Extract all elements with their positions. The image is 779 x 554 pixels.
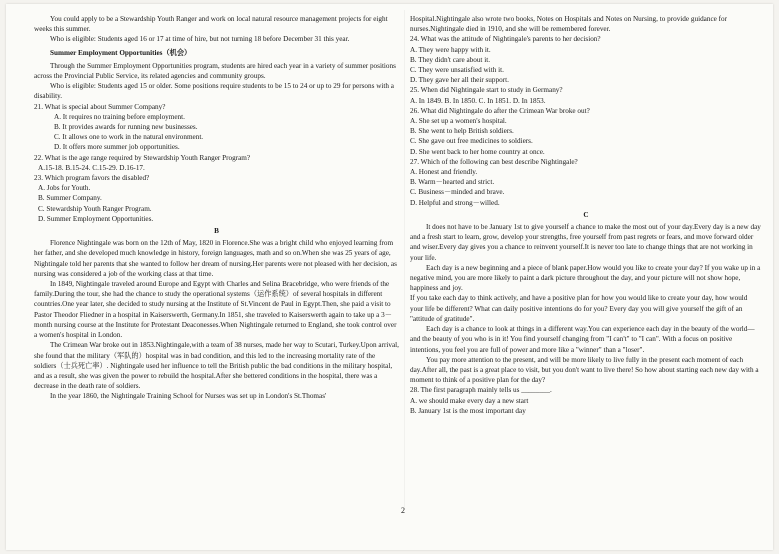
- q26-option-d: D. She went back to her home country at once.: [410, 147, 545, 156]
- passage-c-paragraph-3: If you take each day to think actively, and have a positive plan for how you would like to create your day, how would your life be different? What can daily positive intentions do for you? Every day you will give yourself the gift of an "attitude of gratitude".: [410, 294, 748, 323]
- summer-paragraph-2: Who is eligible: Students aged 15 or older. Some positions require students to be 15 to 24 or up to 29 for persons with a disability.: [34, 82, 394, 101]
- q21-option-a: A. It requires no training before employment.: [54, 112, 185, 121]
- question-24: 24. What was the attitude of Nightingale's parents to her decision?: [410, 35, 601, 44]
- page-number: 2: [401, 506, 405, 515]
- q21-option-d: D. It offers more summer job opportunities.: [54, 143, 180, 152]
- q23-option-d: D. Summer Employment Opportunities.: [38, 214, 154, 223]
- passage-c-paragraph-1: It does not have to be January 1st to give yourself a chance to make the most out of your day.Every day is a new day and a fresh start to learn, grow, develop your strengths, free yourself from past regrets or fears, and move forward older and wiser.Every day gives you a chance to reinvent yourself.It is never too late to change things that are not working in your life.: [410, 223, 761, 262]
- passage-c-paragraph-2: Each day is a new beginning and a piece of blank paper.How would you like to create your day? If you wake up in a negative mind, you are more likely to paint a dark picture throughout the day, and your picture will not show hope, happiness and joy.: [410, 263, 761, 293]
- q23-option-c: C. Stewardship Youth Ranger Program.: [38, 204, 152, 213]
- q28-option-a: A. we should make every day a new start: [410, 396, 529, 405]
- passage-c-paragraph-4: Each day is a chance to look at things in a different way.You can experience each day in the beauty of the world—and the beauty of you who is in it! You find yourself changing from "I can't" to "I can". With a focus on positive intentions, you feel you are full of power and more like a "winner" than a "loser".: [410, 325, 755, 354]
- passage-b-paragraph-1: Florence Nightingale was born on the 12th of May, 1820 in Florence.She was a bright child who enjoyed learning from her father, and she developed much knowledge in history, foreign languages, math and so on.When she was 25 years of age, Nightingale told her parents that she wanted to follow her dream of nursing.Her parents were not pleased with her decision, as nursing was considered a job of the working class at that time.: [34, 239, 397, 278]
- intro-line-2: Who is eligible: Students aged 16 or 17 at time of hire, but not turning 18 before December 31 this year.: [50, 35, 350, 44]
- question-21: 21. What is special about Summer Company?: [34, 102, 166, 111]
- section-b-title: B: [214, 227, 219, 236]
- column-divider: [404, 10, 405, 510]
- intro-line-1: You could apply to be a Stewardship Youth Ranger and work on local natural resource management projects for eight weeks this summer.: [34, 15, 388, 34]
- q27-option-b: B. Warm－hearted and strict.: [410, 178, 495, 187]
- q22-options: A.15-18. B.15-24. C.15-29. D.16-17.: [38, 163, 145, 172]
- q21-option-c: C. It allows one to work in the natural environment.: [54, 133, 204, 142]
- question-27: 27. Which of the following can best describe Nightingale?: [410, 157, 578, 166]
- exam-page: [6, 4, 773, 550]
- question-28: 28. The first paragraph mainly tells us ________.: [410, 386, 552, 395]
- question-25: 25. When did Nightingale start to study in Germany?: [410, 86, 563, 95]
- passage-b-paragraph-2: In 1849, Nightingale traveled around Europe and Egypt with Charles and Selina Bracebridge, who were friends of the family.During the tour, she had the chance to study the operational systems（运作系统）of several hospitals in different countries.One year later, she decided to study nursing at the Institute of St.Vincent de Paul in Egypt.Then, she paid a visit to Pastor Theodor Fliedner in a hospital in Kaiserswerth, Germany.In 1851, she traveled to Kaiserswerth again to take up a 3－month nursing course at the Institute for Protestant Deaconesses.When Nightingale returned to England, she took control over a women's hospital in London.: [34, 280, 397, 340]
- passage-b-paragraph-4: In the year 1860, the Nightingale Training School for Nurses was set up in London's St.Thomas': [50, 392, 327, 401]
- q28-option-b: B. January 1st is the most important day: [410, 406, 526, 415]
- q24-option-c: C. They were unsatisfied with it.: [410, 66, 504, 75]
- q27-option-d: D. Helpful and strong－willed.: [410, 198, 500, 207]
- q24-option-d: D. They gave her all their support.: [410, 76, 509, 85]
- summer-title: Summer Employment Opportunities（机会）: [50, 48, 192, 57]
- left-column: [34, 14, 399, 402]
- q21-option-b: B. It provides awards for running new businesses.: [54, 123, 198, 132]
- q24-option-b: B. They didn't care about it.: [410, 55, 491, 64]
- question-23: 23. Which program favors the disabled?: [34, 174, 150, 183]
- q23-option-a: A. Jobs for Youth.: [38, 184, 91, 193]
- question-22: 22. What is the age range required by Stewardship Youth Ranger Program?: [34, 153, 251, 162]
- q25-options: A. In 1849. B. In 1850. C. In 1851. D. In 1853.: [410, 96, 546, 105]
- q26-option-c: C. She gave out free medicines to soldiers.: [410, 137, 533, 146]
- section-c-title: C: [583, 210, 589, 219]
- q23-option-b: B. Summer Company.: [38, 194, 102, 203]
- question-26: 26. What did Nightingale do after the Crimean War broke out?: [410, 106, 590, 115]
- q26-option-b: B. She went to help British soldiers.: [410, 127, 514, 136]
- q27-option-c: C. Business－minded and brave.: [410, 188, 505, 197]
- q26-option-a: A. She set up a women's hospital.: [410, 117, 507, 126]
- passage-b-paragraph-3: The Crimean War broke out in 1853.Nightingale,with a team of 38 nurses, made her way to Scutari, Turkey.Upon arrival, she found that the military（军队的）hospital was in bad condition, and this led to the increasing mortality rate of the soldiers（士兵死亡率）. Nightingale used her influence to tell the British public the bad conditions in the military hospital, and as a result, she was given the power to rebuild the hospital.After she bettered conditions in the hospital, there was a decrease in the death rate of soldiers.: [34, 341, 399, 391]
- q27-option-a: A. Honest and friendly.: [410, 168, 478, 177]
- q24-option-a: A. They were happy with it.: [410, 45, 491, 54]
- summer-paragraph-1: Through the Summer Employment Opportunities program, students are hired each year in a variety of summer positions across the Provincial Public Service, its related agencies and community groups.: [34, 61, 396, 81]
- passage-c-paragraph-5: You pay more attention to the present, and will be more likely to live fully in the present each moment of each day.After all, the past is a great place to visit, but you don't want to live there! So how about starting each new day with a moment to think of a positive plan for the day?: [410, 355, 759, 385]
- right-column: [410, 14, 762, 416]
- passage-b-continuation: Hospital.Nightingale also wrote two books, Notes on Hospitals and Notes on Nursing, to provide guidance for nurses.Nightingale died in 1910, and she will be remembered forever.: [410, 15, 728, 34]
